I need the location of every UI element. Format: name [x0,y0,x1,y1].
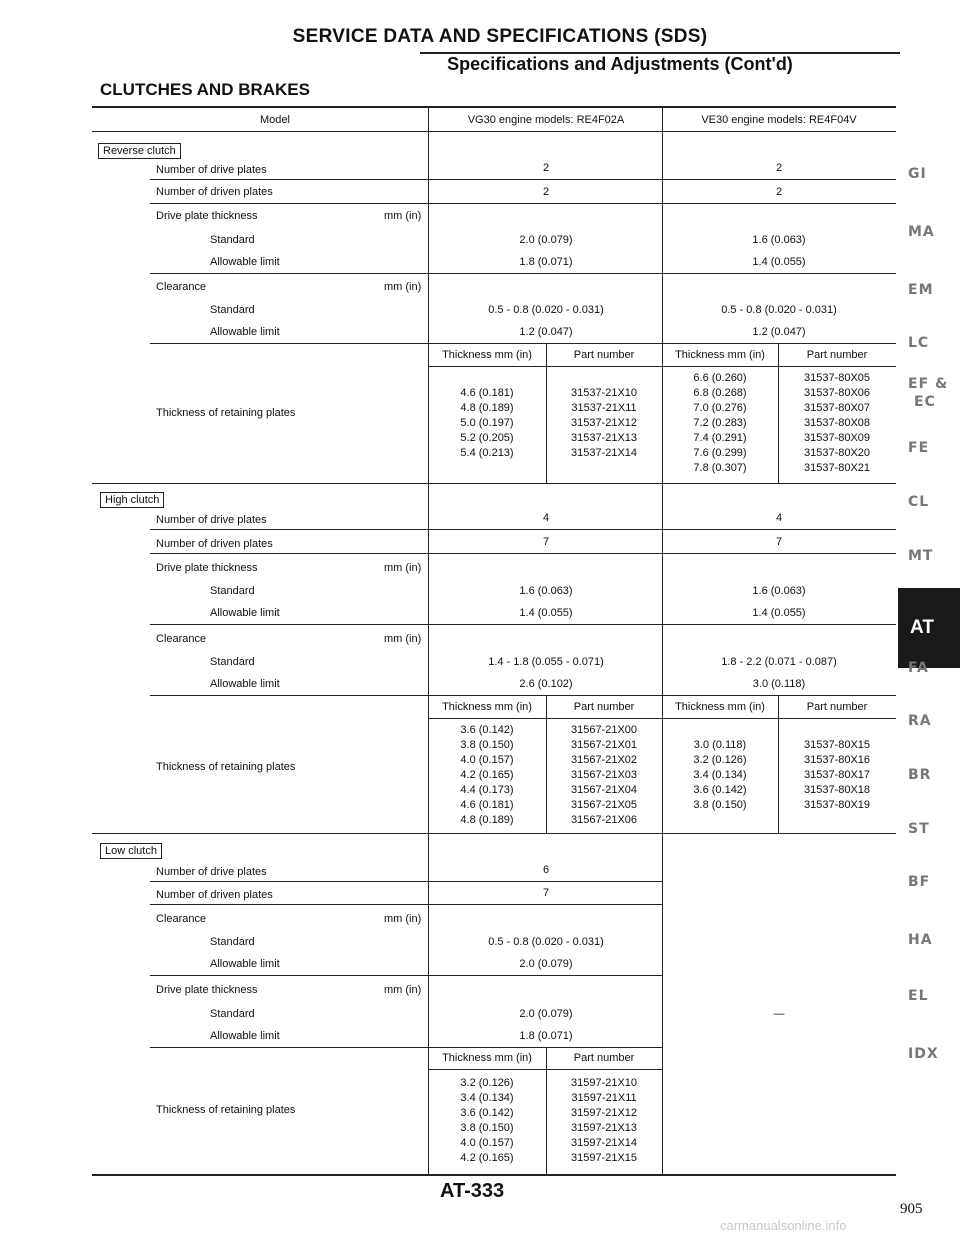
watermark: carmanualsonline.info [720,1218,847,1233]
row-rule [150,904,662,905]
high-drive-ve: 4 [775,512,783,524]
section-rule [92,483,896,484]
low-thickness-std-label: Standard [210,1008,255,1020]
low-retaining-label: Thickness of retaining plates [156,1104,296,1116]
rev-driven-vg: 2 [542,186,550,198]
reverse-clutch-label: Reverse clutch [98,143,181,159]
row-rule [150,179,896,180]
rev-driven-ve: 2 [775,186,783,198]
high-drive-vg: 4 [542,512,550,524]
row-rule [150,624,896,625]
section-heading: CLUTCHES AND BRAKES [100,80,310,99]
index-ra[interactable]: RA [908,713,932,729]
high-clearance-lim-label: Allowable limit [210,678,280,690]
high-ve-part-header: Part number [806,701,868,713]
high-driven-vg: 7 [542,536,550,548]
table-bottom-rule [92,1174,896,1176]
rev-clearance-lim-vg: 1.2 (0.047) [519,326,573,338]
index-fa[interactable]: FA [908,660,929,676]
high-thickness-lim-vg: 1.4 (0.055) [519,607,573,619]
subheader-rule [428,718,896,719]
rev-clearance-std-ve: 0.5 - 0.8 (0.020 - 0.031) [721,304,837,316]
index-idx[interactable]: IDX [908,1046,939,1062]
high-clearance-lim-ve: 3.0 (0.118) [752,678,806,690]
index-ec[interactable]: EC [914,394,936,410]
rev-driven-plates-label: Number of driven plates [156,186,273,198]
rev-ve-part-header: Part number [806,349,868,361]
high-retaining-label: Thickness of retaining plates [156,761,296,773]
index-cl[interactable]: CL [908,494,930,510]
subheader-rule [428,366,896,367]
col-divider-1 [428,106,429,1176]
rev-thickness-lim-label: Allowable limit [210,256,280,268]
low-vg-part-list: 31597-21X10 31597-21X11 31597-21X12 31597-21X13 31597-21X14 31597-21X15 [570,1077,638,1164]
low-thickness-lim-label: Allowable limit [210,1030,280,1042]
high-clearance-unit: mm (in) [384,633,422,645]
col-vg30-header: VG30 engine models: RE4F02A [467,114,625,126]
rev-clearance-lim-ve: 1.2 (0.047) [752,326,806,338]
high-vg-part-list: 31567-21X00 31567-21X01 31567-21X02 31567-21X03 31567-21X04 31567-21X05 31567-21X06 [570,724,638,826]
page-number: 905 [900,1201,923,1217]
section-rule [92,833,896,834]
rev-vg-part-header: Part number [573,349,635,361]
low-vg-thick-header: Thickness mm (in) [442,1052,532,1064]
high-drive-thickness-label: Drive plate thickness [156,562,258,574]
index-em[interactable]: EM [908,282,934,298]
low-clutch-label: Low clutch [100,843,162,859]
header-rule [92,131,896,132]
rev-ve-thickness-list: 6.6 (0.260) 6.8 (0.268) 7.0 (0.276) 7.2 (0.283) 7.4 (0.291) 7.6 (0.299) 7.8 (0.307) [693,372,747,474]
low-clearance-lim-vg: 2.0 (0.079) [519,958,573,970]
subheader-rule [428,1069,662,1070]
rev-clearance-std-vg: 0.5 - 0.8 (0.020 - 0.031) [488,304,604,316]
high-thickness-lim-label: Allowable limit [210,607,280,619]
rev-drive-thickness-label: Drive plate thickness [156,210,258,222]
index-br[interactable]: BR [908,767,932,783]
rev-drive-ve: 2 [775,162,783,174]
rev-clearance-label: Clearance [156,281,207,293]
low-clearance-unit: mm (in) [384,913,422,925]
low-driven-plates-label: Number of driven plates [156,889,273,901]
rev-ve-thick-header: Thickness mm (in) [675,349,765,361]
rev-clearance-unit: mm (in) [384,281,422,293]
col-ve30-header: VE30 engine models: RE4F04V [701,114,857,126]
low-thickness-std-vg: 2.0 (0.079) [519,1008,573,1020]
index-lc[interactable]: LC [908,335,930,351]
row-rule [150,881,662,882]
row-rule [150,553,896,554]
low-drive-plates-label: Number of drive plates [156,866,267,878]
high-thickness-lim-ve: 1.4 (0.055) [752,607,806,619]
row-rule [150,343,896,344]
rev-thickness-lim-vg: 1.8 (0.071) [519,256,573,268]
low-clearance-std-vg: 0.5 - 0.8 (0.020 - 0.031) [488,936,604,948]
low-clearance-std-label: Standard [210,936,255,948]
high-driven-ve: 7 [775,536,783,548]
high-thickness-std-vg: 1.6 (0.063) [519,585,573,597]
row-rule [150,529,896,530]
row-rule [150,975,662,976]
page-code: AT-333 [440,1180,505,1202]
high-vg-thickness-list: 3.6 (0.142) 3.8 (0.150) 4.0 (0.157) 4.2 (0.165) 4.4 (0.173) 4.6 (0.181) 4.8 (0.189) [460,724,514,826]
row-rule [150,1047,662,1048]
high-clearance-std-vg: 1.4 - 1.8 (0.055 - 0.071) [488,656,604,668]
low-ve-dash: — [773,1008,785,1020]
col-model-header: Model [260,114,290,126]
rev-vg-part-list: 31537-21X10 31537-21X11 31537-21X12 31537-21X13 31537-21X14 [570,387,638,459]
high-thickness-std-ve: 1.6 (0.063) [752,585,806,597]
high-clearance-label: Clearance [156,633,207,645]
rev-vg-thickness-list: 4.6 (0.181) 4.8 (0.189) 5.0 (0.197) 5.2 (0.205) 5.4 (0.213) [460,387,514,459]
table-top-rule [92,106,896,108]
index-bf[interactable]: BF [908,874,931,890]
high-vg-part-header: Part number [573,701,635,713]
high-clearance-lim-vg: 2.6 (0.102) [519,678,573,690]
rev-drive-vg: 2 [542,162,550,174]
high-ve-thick-header: Thickness mm (in) [675,701,765,713]
rev-thickness-unit: mm (in) [384,210,422,222]
high-thickness-unit: mm (in) [384,562,422,574]
row-rule [150,273,896,274]
index-el[interactable]: EL [908,988,929,1004]
rev-vg-thick-header: Thickness mm (in) [442,349,532,361]
low-drive-vg: 6 [542,864,550,876]
index-fe[interactable]: FE [908,440,930,456]
high-ve-thickness-list: 3.0 (0.118) 3.2 (0.126) 3.4 (0.134) 3.6 (0.142) 3.8 (0.150) [693,739,747,811]
high-ve-part-list: 31537-80X15 31537-80X16 31537-80X17 31537-80X18 31537-80X19 [803,739,871,811]
index-ma[interactable]: MA [908,224,935,240]
high-thickness-std-label: Standard [210,585,255,597]
low-thickness-unit: mm (in) [384,984,422,996]
index-ef[interactable]: EF & [908,376,949,392]
low-clearance-lim-label: Allowable limit [210,958,280,970]
low-thickness-lim-vg: 1.8 (0.071) [519,1030,573,1042]
rev-thickness-lim-ve: 1.4 (0.055) [752,256,806,268]
rev-ve-part-list: 31537-80X05 31537-80X06 31537-80X07 31537-80X08 31537-80X09 31537-80X20 31537-80X21 [803,372,871,474]
index-mt[interactable]: MT [908,548,934,564]
index-ha[interactable]: HA [908,932,933,948]
high-drive-plates-label: Number of drive plates [156,514,267,526]
rev-thickness-std-vg: 2.0 (0.079) [519,234,573,246]
rev-retaining-label: Thickness of retaining plates [156,407,296,419]
page-subtitle: Specifications and Adjustments (Cont'd) [447,54,793,74]
rev-thickness-std-label: Standard [210,234,255,246]
index-at-active[interactable]: AT [898,588,960,668]
high-driven-plates-label: Number of driven plates [156,538,273,550]
rev-thickness-std-ve: 1.6 (0.063) [752,234,806,246]
low-clearance-label: Clearance [156,913,207,925]
row-rule [150,695,896,696]
high-clearance-std-label: Standard [210,656,255,668]
page-title: SERVICE DATA AND SPECIFICATIONS (SDS) [292,26,708,47]
low-driven-vg: 7 [542,887,550,899]
low-drive-thickness-label: Drive plate thickness [156,984,258,996]
low-vg-thickness-list: 3.2 (0.126) 3.4 (0.134) 3.6 (0.142) 3.8 (0.150) 4.0 (0.157) 4.2 (0.165) [460,1077,514,1164]
row-rule [150,203,896,204]
high-clearance-std-ve: 1.8 - 2.2 (0.071 - 0.087) [721,656,837,668]
rev-clearance-lim-label: Allowable limit [210,326,280,338]
rev-drive-plates-label: Number of drive plates [156,164,267,176]
rev-clearance-std-label: Standard [210,304,255,316]
low-vg-part-header: Part number [573,1052,635,1064]
high-clutch-label: High clutch [100,492,164,508]
index-st[interactable]: ST [908,821,930,837]
index-gi[interactable]: GI [908,166,927,182]
high-vg-thick-header: Thickness mm (in) [442,701,532,713]
